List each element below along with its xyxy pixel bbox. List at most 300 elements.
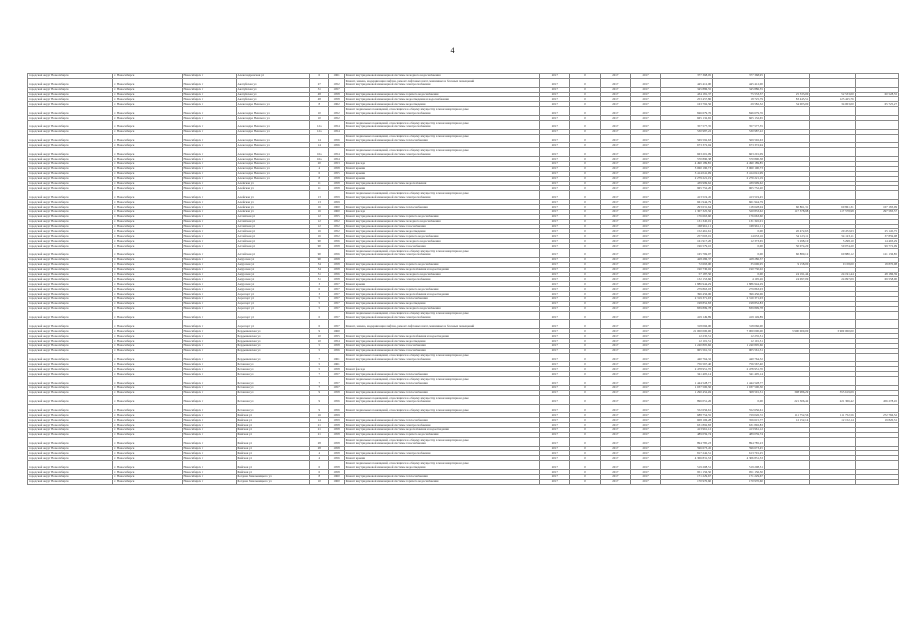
cell-work-type: [344, 78, 540, 87]
cell-text: Алейская ул: [237, 181, 254, 186]
cell-text: 2017: [612, 96, 619, 101]
cell-text: 60 861,31: [841, 204, 854, 209]
cell-plan-year: [540, 437, 570, 446]
cell-text: Бетонная ул: [237, 371, 254, 376]
cell-text: 413 519,45: [748, 194, 763, 199]
cell-text: 2017: [612, 399, 619, 404]
cell-text: г. Новосибирск: [114, 176, 135, 181]
cell-text: 0: [584, 262, 586, 267]
cell-budget-cost-a: [764, 377, 809, 386]
cell-text: 2017: [612, 385, 619, 390]
cell-text: 2017: [551, 286, 558, 291]
cell-text: Ремонт внутридомовой инженерной системы холодного водоснабжения: [345, 219, 441, 224]
cell-text: 2017: [551, 228, 558, 233]
cell-text: городской округ Новосибирск: [29, 101, 69, 106]
cell-value-zero: [570, 404, 600, 413]
cell-text: 2017: [551, 166, 558, 171]
cell-street: [236, 249, 309, 258]
cell-text: Ремонт внутридомовой инженерной системы теплоснабжения: [345, 474, 428, 479]
cell-text: 54: [317, 267, 321, 272]
cell-text: 90: [317, 238, 321, 243]
cell-text: г. Новосибирск: [114, 262, 135, 267]
cell-text: Новосибирск г: [183, 366, 204, 371]
cell-text: 2017: [642, 110, 649, 115]
cell-text: Ремонт внутридомовой инженерной системы газоснабжения: [345, 343, 426, 348]
cell-text: г. Новосибирск: [114, 276, 135, 281]
cell-text: 1956: [333, 455, 340, 460]
table-row: [28, 395, 899, 404]
cell-text: 2017: [612, 446, 619, 451]
cell-text: городской округ Новосибирск: [29, 224, 69, 229]
cell-text: 0: [584, 110, 586, 115]
cell-text: Ремонт внутридомовой инженерной системы теплоснабжения: [345, 380, 428, 385]
cell-text: 489 059,74: [697, 432, 712, 437]
cell-text: Акатуйская ул: [237, 82, 257, 87]
cell-text: 2017: [551, 199, 558, 204]
cell-text: Новосибирск г: [183, 82, 204, 87]
cell-text: 257 003,01: [697, 233, 712, 238]
cell-text: 2017: [612, 181, 619, 186]
cell-text: Ремонт внутридомовой инженерной системы теплоснабжения: [345, 417, 428, 422]
cell-text: 37 859,08: [884, 233, 897, 238]
cell-street: [236, 437, 309, 446]
cell-start-year: [600, 353, 630, 362]
cell-text: 5 298,10: [797, 238, 809, 243]
cell-text: г. Новосибирск: [114, 101, 135, 106]
cell-text: г. Новосибирск: [114, 228, 135, 233]
cell-text: Бердышевская ул: [237, 328, 261, 333]
cell-municipality: [28, 377, 113, 386]
cell-text: 14: [317, 417, 321, 422]
cell-text: Бердышевская ул: [237, 343, 261, 348]
cell-total-cost: [661, 191, 713, 200]
cell-text: 661 944,79: [697, 199, 712, 204]
cell-text: 951 156,50: [697, 469, 712, 474]
cell-text: 0: [584, 185, 586, 190]
cell-text: 2017: [612, 464, 619, 469]
cell-text: 2017: [612, 142, 619, 147]
cell-text: 2017: [551, 224, 558, 229]
cell-fund-cost: [713, 78, 765, 87]
cell-city: [182, 78, 236, 87]
cell-text: 2017: [612, 156, 619, 161]
cell-text: городской округ Новосибирск: [29, 124, 69, 129]
cell-text: 2017: [612, 194, 619, 199]
cell-text: Ремонт внутридомовой инженерной системы электроснабжения: [345, 252, 431, 257]
cell-text: г. Новосибирск: [114, 441, 135, 446]
cell-text: г. Новосибирск: [114, 366, 135, 371]
cell-text: 1958: [333, 257, 340, 262]
cell-value-zero: [570, 353, 600, 362]
cell-end-year: [630, 353, 660, 362]
cell-text: 6: [318, 171, 320, 176]
cell-text: Ремонт крыши: [345, 171, 366, 176]
cell-text: Ремонт внутридомовой инженерной системы электроснабжения: [345, 357, 431, 362]
cell-owner-cost: [855, 249, 898, 258]
cell-text: г. Новосибирск: [114, 82, 135, 87]
work-note: Ремонт подвальных помещений, относящихся к общему имуществу в многоквартирном доме: [345, 148, 469, 153]
cell-text: городской округ Новосибирск: [29, 204, 69, 209]
cell-text: Ремонт внутридомовой инженерной системы теплоснабжения: [345, 138, 428, 143]
cell-text: Амурская ул: [237, 257, 255, 262]
cell-text: 0: [584, 199, 586, 204]
cell-text: 413 961,12: [697, 427, 712, 432]
cell-text: городской округ Новосибирск: [29, 257, 69, 262]
cell-text: 35 606,95: [750, 262, 763, 267]
cell-street: [236, 311, 309, 320]
cell-text: Новосибирск г: [183, 333, 204, 338]
cell-text: Новосибирск г: [183, 422, 204, 427]
cell-text: 2017: [642, 479, 649, 484]
cell-text: 2017: [612, 252, 619, 257]
cell-house-number: [310, 78, 329, 87]
cell-text: 0,00: [757, 272, 763, 276]
cell-build-year: [329, 120, 344, 129]
cell-build-year: [329, 437, 344, 446]
cell-text: 0: [584, 301, 586, 306]
cell-value-zero: [570, 120, 600, 129]
cell-text: г. Новосибирск: [114, 450, 135, 455]
cell-house-number: [310, 320, 329, 329]
cell-start-year: [600, 107, 630, 116]
cell-text: Новосибирск г: [183, 343, 204, 348]
cell-text: Ремонт внутридомовой инженерной системы электроснабжения: [345, 110, 431, 115]
cell-house-number: [310, 148, 329, 157]
cell-text: 170 970,60: [748, 479, 763, 484]
cell-text: г. Новосибирск: [114, 181, 135, 186]
cell-text: 2017: [612, 276, 619, 281]
cell-text: 1954: [333, 151, 340, 156]
cell-text: 0: [584, 361, 586, 366]
table-row: [28, 320, 899, 329]
cell-text: 125 425,76: [839, 96, 854, 101]
cell-text: Аэропорт ул: [237, 296, 254, 301]
cell-total-cost: [661, 404, 713, 413]
work-note: Ремонт подвальных помещений, относящихся к общему имуществу в многоквартирном доме: [345, 134, 469, 139]
cell-text: 445 412,00: [748, 82, 763, 87]
cell-text: 0: [584, 422, 586, 427]
cell-end-year: [630, 107, 660, 116]
cell-text: 2 478 951,70: [746, 366, 763, 371]
cell-text: 4 195,26: [752, 276, 763, 281]
cell-text: 0: [584, 296, 586, 301]
cell-text: 0: [584, 233, 586, 238]
cell-text: 0: [584, 407, 586, 412]
cell-text: 2017: [551, 432, 558, 437]
cell-text: г. Новосибирск: [114, 194, 135, 199]
cell-text: 1952: [333, 224, 340, 229]
cell-text: 0: [584, 469, 586, 474]
cell-budget-cost-b: [810, 148, 855, 157]
cell-text: городской округ Новосибирск: [29, 138, 69, 143]
cell-text: 0: [584, 224, 586, 229]
cell-text: г. Новосибирск: [114, 156, 135, 161]
cell-end-year: [630, 120, 660, 129]
cell-text: 2017: [642, 252, 649, 257]
cell-text: 0,00: [757, 243, 763, 248]
cell-text: 2017: [612, 315, 619, 320]
cell-text: 2017: [551, 73, 558, 78]
cell-budget-cost-b: [810, 107, 855, 116]
cell-text: 10: [317, 338, 321, 343]
cell-text: 1958: [333, 422, 340, 427]
cell-text: 377 368,95: [697, 73, 712, 78]
cell-text: Аэропорт ул: [237, 291, 254, 296]
cell-text: 6: [318, 464, 320, 469]
cell-text: 530 987,22: [748, 129, 763, 134]
cell-text: городской округ Новосибирск: [29, 450, 69, 455]
cell-text: 1956: [333, 238, 340, 243]
cell-total-cost: [661, 107, 713, 116]
cell-text: Новосибирск г: [183, 455, 204, 460]
cell-text: 2017: [642, 469, 649, 474]
cell-text: 2017: [551, 469, 558, 474]
work-note: Ремонт подвальных помещений, относящихся к общему имуществу в многоквартирном доме: [345, 120, 469, 125]
cell-text: 2017: [612, 101, 619, 106]
cell-text: 2017: [642, 151, 649, 156]
cell-text: 2017: [612, 291, 619, 296]
cell-plan-year: [540, 353, 570, 362]
cell-text: 440 764,32: [748, 357, 763, 362]
cell-street: [236, 134, 309, 143]
cell-text: городской округ Новосибирск: [29, 446, 69, 451]
cell-text: 2017: [642, 464, 649, 469]
cell-text: городской округ Новосибирск: [29, 181, 69, 186]
cell-text: городской округ Новосибирск: [29, 142, 69, 147]
cell-end-year: [630, 311, 660, 320]
cell-text: 12: [317, 214, 321, 219]
cell-text: 1956: [333, 252, 340, 257]
cell-value-zero: [570, 395, 600, 404]
cell-text: Новосибирск г: [183, 385, 204, 390]
cell-text: 272 766,52: [883, 412, 897, 417]
cell-text: 90: [317, 243, 321, 248]
cell-text: 99 772,09: [884, 243, 897, 248]
cell-text: г. Новосибирск: [114, 209, 135, 214]
cell-text: Новосибирск г: [183, 323, 204, 328]
cell-text: 396 456,06: [697, 291, 712, 296]
cell-locality: [113, 148, 182, 157]
cell-text: 2017: [642, 204, 649, 209]
cell-budget-cost-a: [764, 107, 809, 116]
cell-text: 14: [317, 142, 321, 147]
cell-work-type: [344, 148, 540, 157]
cell-text: 293 631,64: [697, 204, 712, 209]
cell-text: городской округ Новосибирск: [29, 432, 69, 437]
cell-total-cost: [661, 395, 713, 404]
cell-text: 6: [318, 73, 320, 78]
cell-text: 60 861,31: [795, 204, 809, 209]
cell-text: 1958: [333, 243, 340, 248]
cell-text: городской округ Новосибирск: [29, 422, 69, 427]
cell-text: Новосибирск г: [183, 348, 204, 353]
cell-text: Александровская ул: [237, 73, 265, 78]
cell-municipality: [28, 191, 113, 200]
cell-text: Бийская ул: [237, 455, 252, 460]
cell-text: 24 097,09: [795, 276, 809, 281]
repair-program-table: [27, 73, 899, 591]
cell-text: 7: [318, 380, 320, 385]
cell-text: 2017: [551, 124, 558, 129]
cell-text: 570 890,38: [697, 156, 712, 161]
cell-text: Ремонт внутридомовой инженерной системы электроснабжения: [345, 422, 431, 427]
cell-owner-cost: [855, 78, 898, 87]
cell-text: 198 852,83: [697, 301, 712, 306]
cell-text: 413 961,12: [748, 427, 763, 432]
cell-house-number: [310, 134, 329, 143]
cell-text: городской округ Новосибирск: [29, 267, 69, 272]
cell-text: 0: [584, 171, 586, 176]
cell-text: 279 863,03: [748, 286, 763, 291]
cell-text: г. Новосибирск: [114, 328, 135, 333]
cell-text: 2017: [642, 446, 649, 451]
cell-text: 2017: [642, 185, 649, 190]
cell-text: Бийская ул: [237, 432, 252, 437]
cell-text: городской округ Новосибирск: [29, 412, 69, 417]
cell-text: 0: [584, 479, 586, 484]
cell-text: 519 208,51: [748, 464, 763, 469]
cell-text: 0: [584, 209, 586, 214]
cell-municipality: [28, 479, 113, 484]
cell-text: 1960: [333, 204, 340, 209]
cell-text: 54 123,11: [796, 233, 809, 238]
cell-text: 2017: [551, 390, 558, 395]
cell-text: Новосибирск г: [183, 427, 204, 432]
cell-text: Новосибирск г: [183, 110, 204, 115]
cell-value-zero: [570, 479, 600, 484]
cell-text: 2017: [551, 343, 558, 348]
cell-text: 51: [317, 272, 321, 276]
table-row: [28, 479, 899, 484]
cell-text: 2017: [612, 171, 619, 176]
cell-plan-year: [540, 395, 570, 404]
cell-text: городской округ Новосибирск: [29, 194, 69, 199]
cell-owner-cost: [855, 120, 898, 129]
cell-budget-cost-b: [810, 249, 855, 258]
cell-fund-cost: [713, 395, 765, 404]
cell-text: Амурская ул: [237, 276, 255, 281]
cell-text: Ремонт внутридомовой инженерной системы горячего водоснабжения: [345, 432, 439, 437]
cell-total-cost: [661, 437, 713, 446]
cell-text: 570 890,38: [748, 156, 763, 161]
cell-text: 756 567,40: [697, 361, 712, 366]
cell-text: 2017: [612, 209, 619, 214]
cell-text: 2017: [551, 142, 558, 147]
cell-text: городской округ Новосибирск: [29, 219, 69, 224]
cell-text: 905 561,31: [748, 348, 763, 353]
cell-text: городской округ Новосибирск: [29, 129, 69, 134]
cell-text: г. Новосибирск: [114, 185, 135, 190]
cell-text: 2017: [551, 412, 558, 417]
cell-text: 1958: [333, 92, 340, 97]
cell-text: Новосибирск г: [183, 450, 204, 455]
cell-text: 5: [318, 306, 320, 311]
cell-end-year: [630, 461, 660, 470]
cell-text: городской округ Новосибирск: [29, 333, 69, 338]
cell-text: 1956: [333, 399, 340, 404]
cell-text: 1958: [333, 390, 340, 395]
cell-text: 0: [584, 124, 586, 129]
cell-text: 2017: [551, 233, 558, 238]
cell-text: городской округ Новосибирск: [29, 233, 69, 238]
cell-text: 0: [584, 348, 586, 353]
cell-text: 2017: [551, 257, 558, 262]
cell-text: г. Новосибирск: [114, 219, 135, 224]
cell-text: 2017: [612, 82, 619, 87]
cell-text: 4 306 831,33: [746, 455, 763, 460]
cell-owner-cost: [855, 311, 898, 320]
cell-text: Новосибирск г: [183, 464, 204, 469]
cell-city: [182, 377, 236, 386]
cell-locality: [113, 191, 182, 200]
cell-text: 368 591,31: [748, 390, 763, 395]
cell-text: Новосибирск г: [183, 181, 204, 186]
cell-text: 0: [584, 417, 586, 422]
cell-text: 2017: [642, 82, 649, 87]
cell-budget-cost-b: [810, 320, 855, 329]
cell-text: 2017: [612, 338, 619, 343]
cell-text: 2017: [642, 257, 649, 262]
cell-text: 2017: [642, 156, 649, 161]
cell-house-number: [310, 353, 329, 362]
cell-text: 2017: [642, 301, 649, 306]
cell-text: 2017: [551, 161, 558, 166]
cell-budget-cost-a: [764, 437, 809, 446]
cell-start-year: [600, 437, 630, 446]
cell-text: 1961: [333, 361, 340, 366]
cell-text: 2 279 221,19: [746, 176, 763, 181]
cell-text: городской округ Новосибирск: [29, 262, 69, 267]
cell-budget-cost-b: [810, 461, 855, 470]
cell-text: 2017: [612, 228, 619, 233]
work-note: Ремонт подвальных помещений, относящихся к общему имуществу в многоквартирном доме: [345, 107, 469, 112]
cell-text: г. Новосибирск: [114, 432, 135, 437]
cell-text: городской округ Новосибирск: [29, 441, 69, 446]
cell-text: 596 673,45: [748, 446, 763, 451]
cell-text: 2017: [642, 238, 649, 243]
cell-budget-cost-a: [764, 191, 809, 200]
cell-text: 318 066,00: [748, 323, 763, 328]
cell-text: 756 567,40: [748, 361, 763, 366]
cell-text: 2017: [612, 87, 619, 92]
cell-text: г. Новосибирск: [114, 252, 135, 257]
table-row: [28, 437, 899, 446]
cell-text: городской округ Новосибирск: [29, 276, 69, 281]
cell-locality: [113, 404, 182, 413]
cell-text: Александра Невского ул: [237, 110, 270, 115]
cell-text: 0: [584, 338, 586, 343]
cell-text: 2017: [612, 348, 619, 353]
cell-end-year: [630, 479, 660, 484]
cell-budget-cost-a: [764, 311, 809, 320]
cell-text: городской округ Новосибирск: [29, 161, 69, 166]
cell-text: 12: [317, 219, 321, 224]
cell-street: [236, 404, 309, 413]
cell-text: 48: [317, 92, 321, 97]
cell-text: Амурская ул: [237, 267, 255, 272]
work-note: Ремонт подвальных помещений, относящихся к общему имуществу в многоквартирном доме: [345, 395, 469, 400]
cell-text: Ремонт внутридомовой инженерной системы горячего водоснабжения: [345, 92, 439, 97]
cell-text: 65 725,27: [884, 101, 897, 106]
cell-text: 83 445,51: [795, 96, 809, 101]
cell-text: 0: [584, 371, 586, 376]
cell-text: Бийская ул: [237, 441, 252, 446]
cell-total-cost: [661, 479, 713, 484]
cell-text: 1952: [333, 233, 340, 238]
cell-municipality: [28, 78, 113, 87]
cell-text: городской округ Новосибирск: [29, 306, 69, 311]
cell-text: Алтайская ул: [237, 219, 256, 224]
